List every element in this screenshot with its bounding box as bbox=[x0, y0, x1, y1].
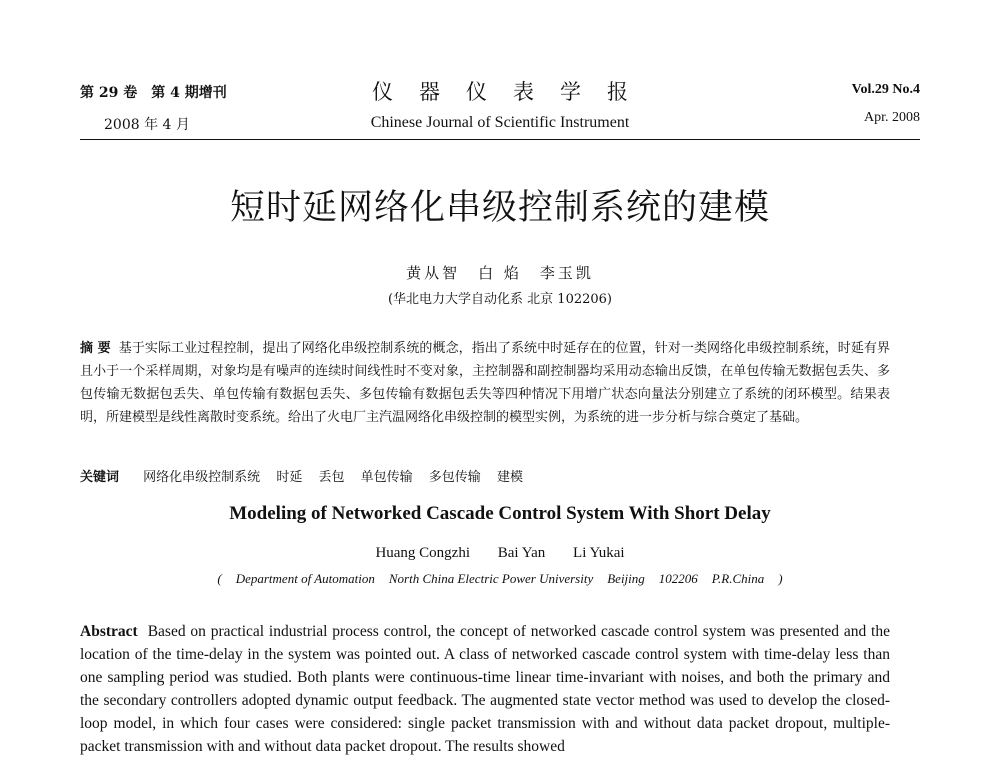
paper-title-en: Modeling of Networked Cascade Control System With Short Delay bbox=[229, 503, 771, 524]
author-name: Huang Congzhi bbox=[375, 545, 471, 561]
header-date-en: Apr. 2008 bbox=[864, 110, 920, 125]
header-journal bbox=[80, 76, 920, 132]
header-date-cn: 2008 年 4 月 bbox=[104, 117, 190, 133]
affiliation-department: Department of Automation bbox=[235, 571, 375, 586]
header-volume-en: Vol.29 No.4 bbox=[851, 82, 920, 97]
affiliation-university: North China Electric Power University bbox=[388, 571, 594, 586]
keywords-cn-label: 关键词 bbox=[80, 470, 120, 485]
abstract-en-text: Based on practical industrial process control, the concept of networked cascade control system was presented and the location of the time-delay in the system was pointed out. A class of networked cascade control system with time-delay less than one sampling period was studied. Both plants were continuous-time linear time-invariant with noises, and both the primary and the secondary controllers adopted dynamic output feedback. The augmented state vector method was used to develop the closed-loop model, in which four cases were considered: single packet transmission with and without data packet dropout, multiple-packet transmission with and without data packet dropout. The results showed bbox=[80, 623, 890, 755]
keyword-cn: 网络化串级控制系统 bbox=[143, 470, 261, 485]
keyword-cn: 建模 bbox=[496, 470, 523, 485]
abstract-cn bbox=[80, 337, 890, 429]
header-rule bbox=[80, 139, 920, 140]
header-volume-issue: 第 29 卷 第 4 期增刊 bbox=[80, 85, 227, 101]
abstract-cn-text: 基于实际工业过程控制，提出了网络化串级控制系统的概念，指出了系统中时延存在的位置，针对一类网络化串级控制系统，时延有界且小于一个采样周期，对象均是有噪声的连续时间线性时不变对象，主控制器和副控制器均采用动态输出反馈，在单包传输无数据包丢失、多包传输无数据包丢失、单包传输有数据包丢失、多包传输有数据包丢失等四种情况下用增广状态向量法分别建立了系统的闭环模型。结果表明，所建模型是线性离散时变系统。给出了火电厂主汽温网络化串级控制的模型实例，为系统的进一步分析与综合奠定了基础。 bbox=[80, 341, 890, 425]
affiliation-city: Beijing bbox=[607, 571, 645, 586]
authors-cn: 黄从智 白 焰 李玉凯 bbox=[406, 264, 594, 282]
affiliation-country: P.R.China bbox=[711, 571, 765, 586]
abstract-en-label: Abstract bbox=[80, 623, 138, 640]
header-volume-info-en bbox=[852, 82, 920, 126]
keywords-cn bbox=[80, 466, 890, 485]
authors-en bbox=[0, 545, 1000, 562]
keyword-cn: 多包传输 bbox=[428, 470, 481, 485]
abstract-cn-label: 摘 要 bbox=[80, 341, 111, 356]
keyword-cn: 时延 bbox=[276, 470, 303, 485]
affiliation-close-paren: ) bbox=[778, 571, 783, 586]
affiliation-cn: (华北电力大学自动化系 北京 102206) bbox=[387, 292, 613, 307]
journal-name-cn: 仪器仪表学报 bbox=[372, 80, 654, 104]
running-header bbox=[80, 82, 920, 140]
abstract-en bbox=[80, 620, 890, 758]
keyword-cn: 单包传输 bbox=[360, 470, 413, 485]
journal-name-en: Chinese Journal of Scientific Instrument bbox=[370, 114, 630, 131]
affiliation-postcode: 102206 bbox=[658, 571, 698, 586]
affiliation-open-paren: ( bbox=[217, 571, 222, 586]
author-name: Bai Yan bbox=[497, 545, 546, 561]
author-name: Li Yukai bbox=[573, 545, 625, 561]
affiliation-en bbox=[0, 571, 1000, 587]
paper-title-cn: 短时延网络化串级控制系统的建模 bbox=[229, 188, 770, 228]
keyword-cn: 丢包 bbox=[318, 470, 345, 485]
